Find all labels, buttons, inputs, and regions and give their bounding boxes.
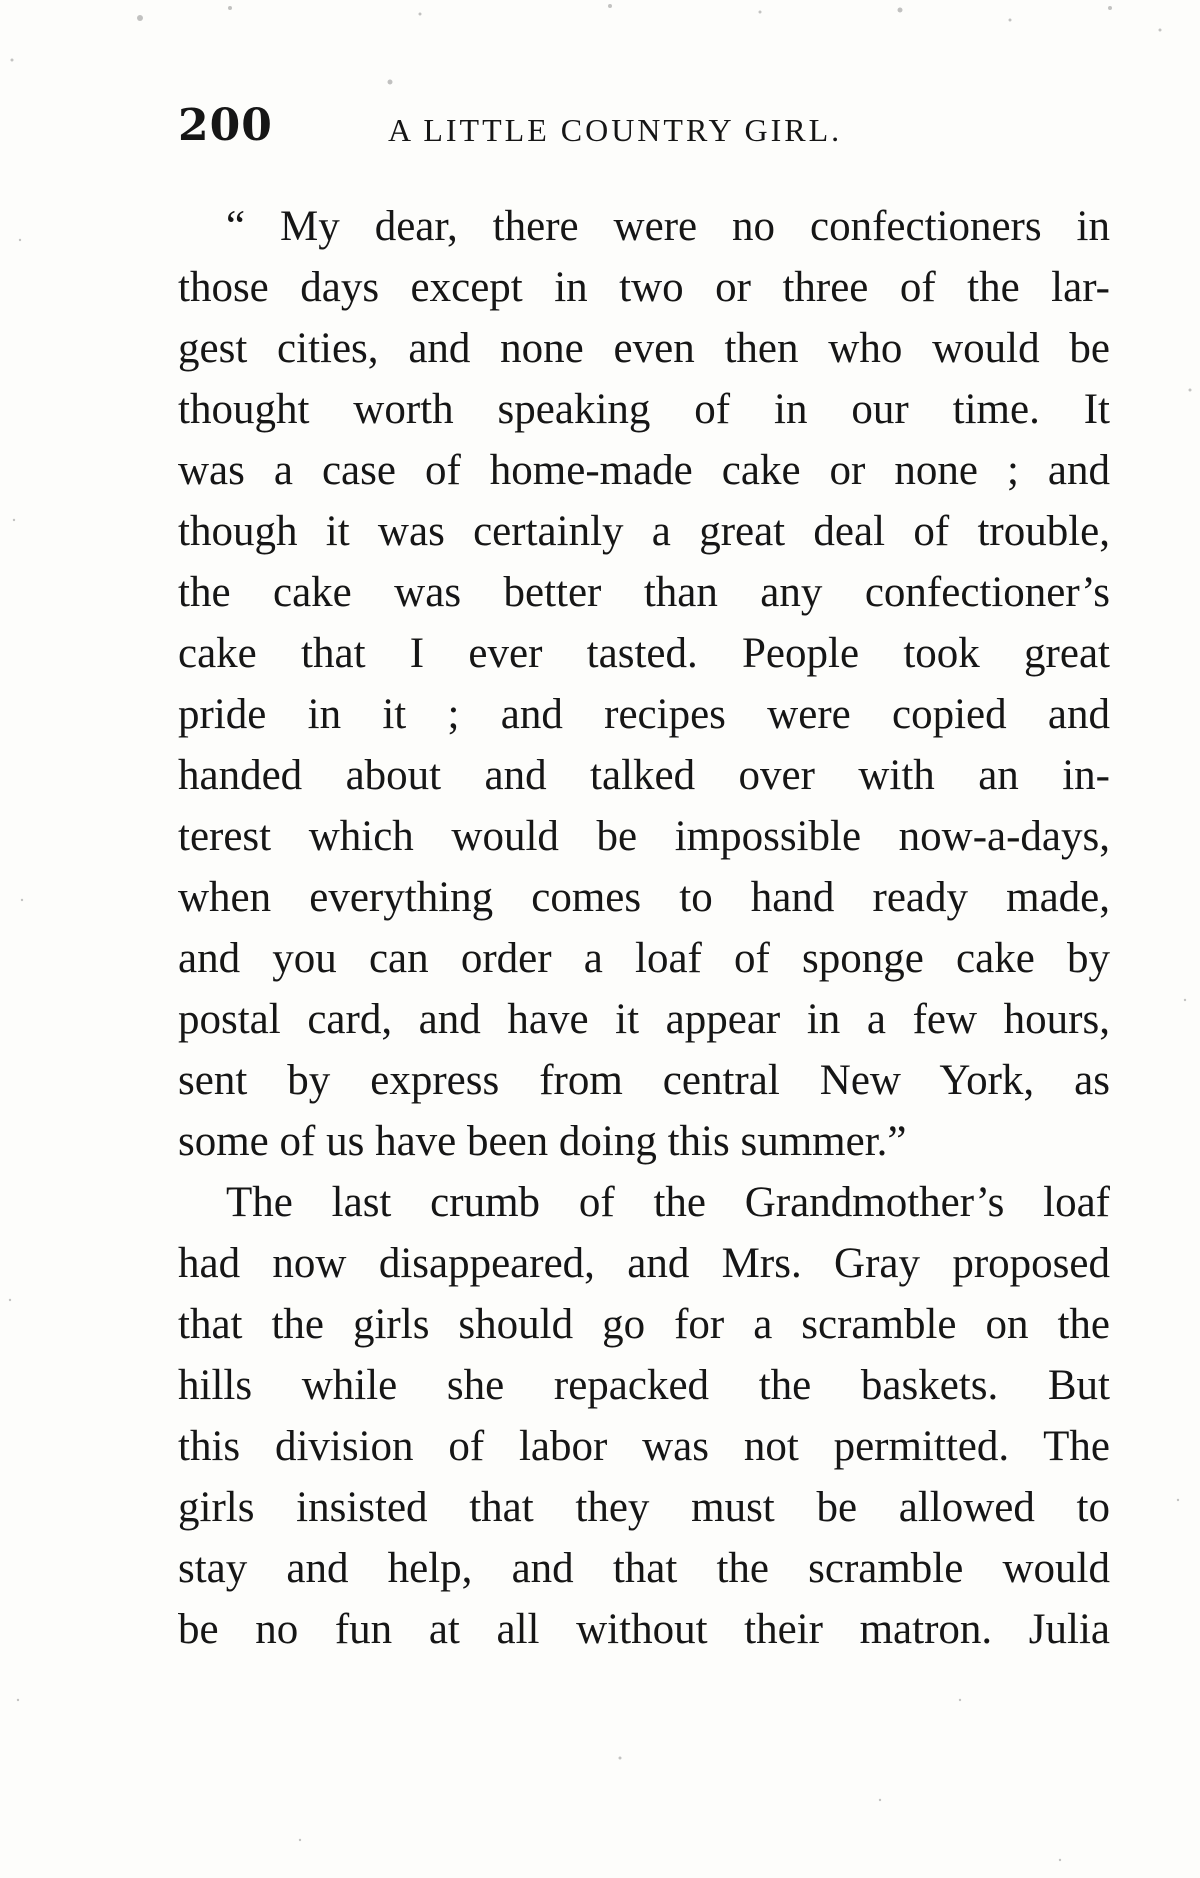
text-line: postal card, and have it appear in a few hours, [178,996,1110,1043]
text-line: though it was certainly a great deal of trouble, [178,508,1110,555]
text-line: cake that I ever tasted. People took great [178,630,1110,677]
text-line: girls insisted that they must be allowed to [178,1484,1110,1531]
text-line: and you can order a loaf of sponge cake by [178,935,1110,982]
text-line: that the girls should go for a scramble on the [178,1301,1110,1348]
text-line: The last crumb of the Grandmother’s loaf [226,1179,1110,1226]
text-line: be no fun at all without their matron. Julia [178,1606,1110,1653]
text-line: had now disappeared, and Mrs. Gray proposed [178,1240,1110,1287]
running-title: A LITTLE COUNTRY GIRL. [388,112,843,148]
page-number: 200 [178,100,273,151]
text-line: when everything comes to hand ready made, [178,874,1110,921]
text-line: gest cities, and none even then who would be [178,325,1110,372]
text-line: thought worth speaking of in our time. It [178,386,1110,433]
text-line: sent by express from central New York, as [178,1057,1110,1104]
text-line: those days except in two or three of the lar- [178,264,1110,311]
text-line: “ My dear, there were no confectioners in [226,203,1110,250]
text-line: hills while she repacked the baskets. But [178,1362,1110,1409]
text-line: terest which would be impossible now-a-days, [178,813,1110,860]
text-line: stay and help, and that the scramble would [178,1545,1110,1592]
text-line: pride in it ; and recipes were copied and [178,691,1110,738]
text-line: this division of labor was not permitted. The [178,1423,1110,1470]
body-text [178,196,1110,1660]
text-line: some of us have been doing this summer.” [178,1118,907,1165]
page-header [178,100,1118,160]
text-line: was a case of home-made cake or none ; and [178,447,1110,494]
text-line: the cake was better than any confectioner’s [178,569,1110,616]
text-line: handed about and talked over with an in- [178,752,1110,799]
